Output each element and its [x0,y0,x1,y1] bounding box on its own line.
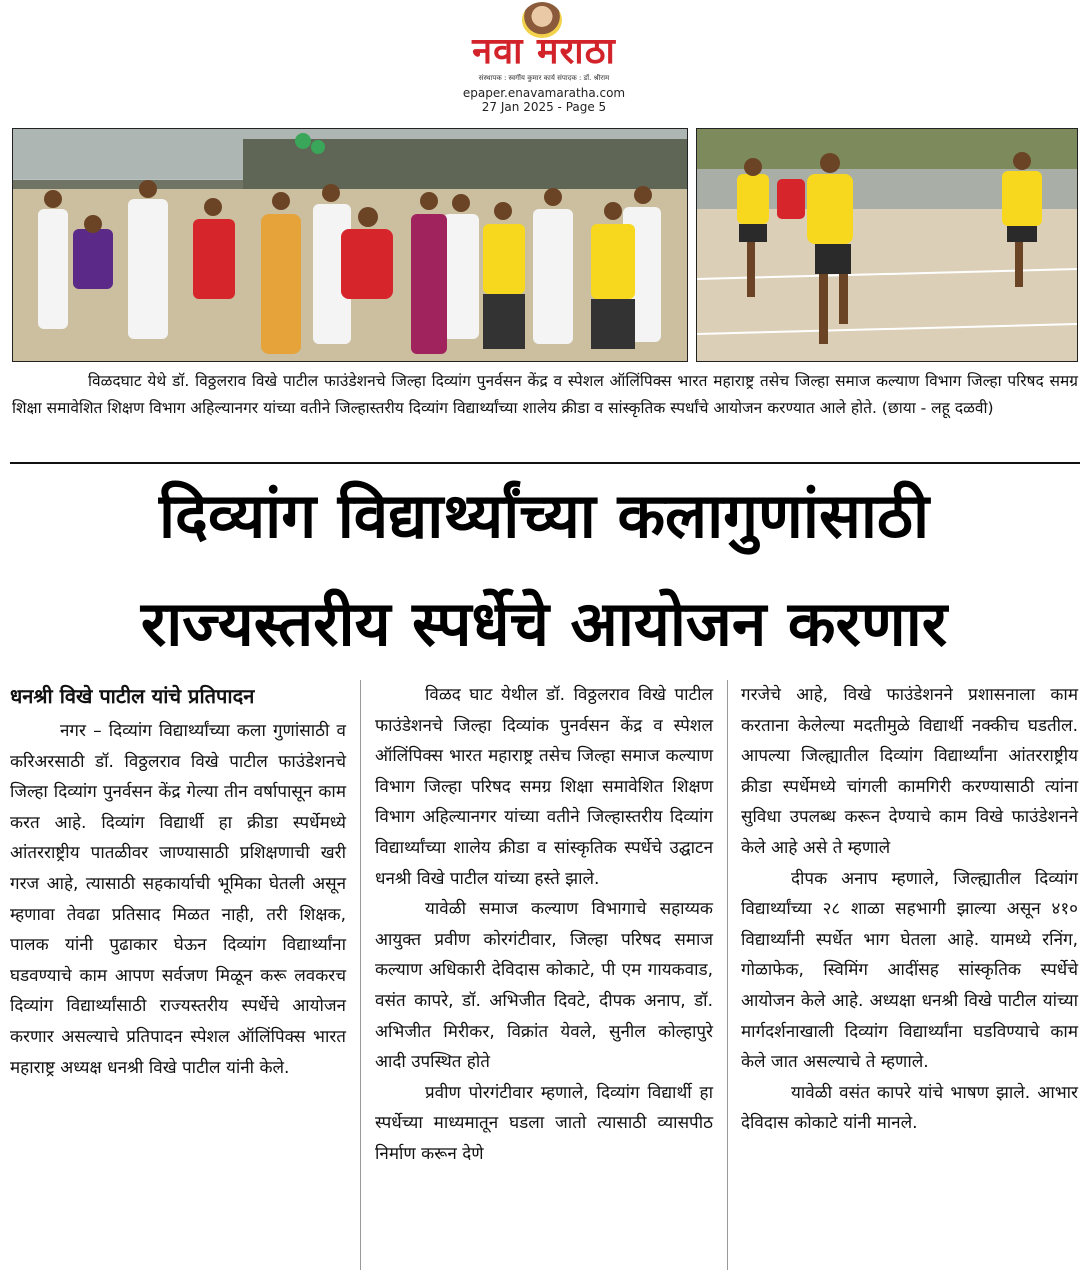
group-photo-illustration [13,129,687,361]
photo-group-participants [12,128,688,362]
article-paragraph: नगर – दिव्यांग विद्यार्थ्यांच्या कला गुणांसाठी व करिअरसाठी डॉ. विठ्ठलराव विखे पाटील फाउंडेशनचे जिल्हा दिव्यांग पुनर्वसन केंद्र गेल्या तीन वर्षापासून काम करत आहे. दिव्यांग विद्यार्थी हा क्रीडा स्पर्धेमध्ये आंतरराष्ट्रीय पातळीवर जाण्यासाठी प्रशिक्षणाची खरी गरज आहे, त्यासाठी सहकार्याची भूमिका घेतली असून म्हणावा तेवढा प्रतिसाद मिळत नाही, तरी शिक्षक, पालक यांनी पुढाकार घेऊन दिव्यांग विद्यार्थ्यांना घडवण्याचे काम आपण सर्वजण मिळून करू लवकरच दिव्यांग विद्यार्थ्यांसाठी राज्यस्तरीय स्पर्धेचे आयोजन करणार असल्याचे प्रतिपादन स्पेशल ऑलिंपिक्स भारत महाराष्ट्र अध्यक्ष धनश्री विखे पाटील यांनी केले. [10,721,346,1078]
article-column-2 [375,680,713,1170]
masthead [0,0,1088,124]
headline-line-2: राज्यस्तरीय स्पर्धेचे आयोजन करणार [140,587,948,660]
article-paragraph: प्रवीण पोरगंटीवार म्हणाले, दिव्यांग विद्यार्थी हा स्पर्धेच्या माध्यमातून घडला जातो त्यासाठी व्यासपीठ निर्माण करून देणे [375,1082,713,1164]
section-divider [10,462,1080,464]
headline-line-1: दिव्यांग विद्यार्थ्यांच्या कलागुणांसाठी [159,479,929,552]
article-paragraph: यावेळी समाज कल्याण विभागाचे सहाय्यक आयुक्त प्रवीण कोरगंटीवार, जिल्हा परिषद समाज कल्याण अधिकारी देविदास कोकाटे, पी एम गायकवाड, वसंत कापरे, डॉ. अभिजीत दिवटे, दीपक अनाप, डॉ. अभिजीत मिरीकर, विक्रांत येवले, सुनील कोल्हापुरे आदी उपस्थित होते [375,899,713,1073]
article-paragraph: यावेळी वसंत कापरे यांचे भाषण झाले. आभार देविदास कोकाटे यांनी मानले. [741,1082,1078,1134]
article-subheading: धनश्री विखे पाटील यांचे प्रतिपादन [10,684,255,708]
article-paragraph: गरजेचे आहे, विखे फाउंडेशनने प्रशासनाला काम करताना केलेल्या मदतीमुळे विद्यार्थी नक्कीच घडतील. आपल्या जिल्ह्यातील दिव्यांग विद्यार्थ्यांना आंतरराष्ट्रीय क्रीडा स्पर्धेमध्ये चांगली कामगिरी करण्यासाठी त्यांना सुविधा उपलब्ध करून देण्याचे काम विखे फाउंडेशनने केले आहे असे ते म्हणाले [741,685,1078,858]
epaper-url[interactable]: epaper.enavamaratha.com [462,86,626,100]
article-paragraph: दीपक अनाप म्हणाले, जिल्ह्यातील दिव्यांग विद्यार्थ्यांच्या २८ शाळा सहभागी झाल्या असून ४१० विद्यार्थ्यांनी स्पर्धेत भाग घेतला आहे. यामध्ये रनिंग, गोळाफेक, स्विमिंग आदींसह सांस्कृतिक स्पर्धेचे आयोजन केले आहे. अध्यक्षा धनश्री विखे पाटील यांच्या मार्गदर्शनाखाली दिव्यांग विद्यार्थ्यांना घडविण्याचे काम केले जात असल्याचे ते म्हणाले. [741,868,1078,1073]
photo-caption: विळदघाट येथे डॉ. विठ्ठलराव विखे पाटील फाउंडेशनचे जिल्हा दिव्यांग पुनर्वसन केंद्र व स्पेशल ऑलिंपिक्स भारत महाराष्ट्र तसेच जिल्हा समाज कल्याण विभाग जिल्हा परिषद समग्र शिक्षा समावेशित शिक्षण विभाग अहिल्यानगर यांच्या वतीने जिल्हास्तरीय दिव्यांग विद्यार्थ्यांच्या शालेय क्रीडा व सांस्कृतिक स्पर्धांचे आयोजन करण्यात आले होते. (छाया - लहू दळवी) [12,372,1078,417]
logo-tagline: संस्थापक : स्वर्गीय कुमार कार्य संपादक : डॉ. श्रीराम [478,74,610,82]
article-column-1 [10,680,346,1083]
article-paragraph: विळद घाट येथील डॉ. विठ्ठलराव विखे पाटील फाउंडेशनचे जिल्हा दिव्यांक पुनर्वसन केंद्र व स्पेशल ऑलिंपिक्स भारत महाराष्ट्र तसेच जिल्हा समाज कल्याण विभाग जिल्हा परिषद समग्र शिक्षा समावेशित शिक्षण विभाग अहिल्यानगर यांच्या वतीने जिल्हास्तरीय दिव्यांग विद्यार्थ्यांच्या शालेय क्रीडा व सांस्कृतिक स्पर्धेचे उद्घाटन धनश्री विखे पाटील यांच्या हस्ते झाले. [375,685,713,889]
article-column-3 [741,680,1078,1139]
column-divider [727,680,728,1270]
race-photo-illustration [697,129,1077,361]
column-divider [360,680,361,1270]
photo-running-race [696,128,1078,362]
newspaper-logo[interactable]: नवा मराठा [472,31,616,72]
date-page: 27 Jan 2025 - Page 5 [481,100,607,114]
